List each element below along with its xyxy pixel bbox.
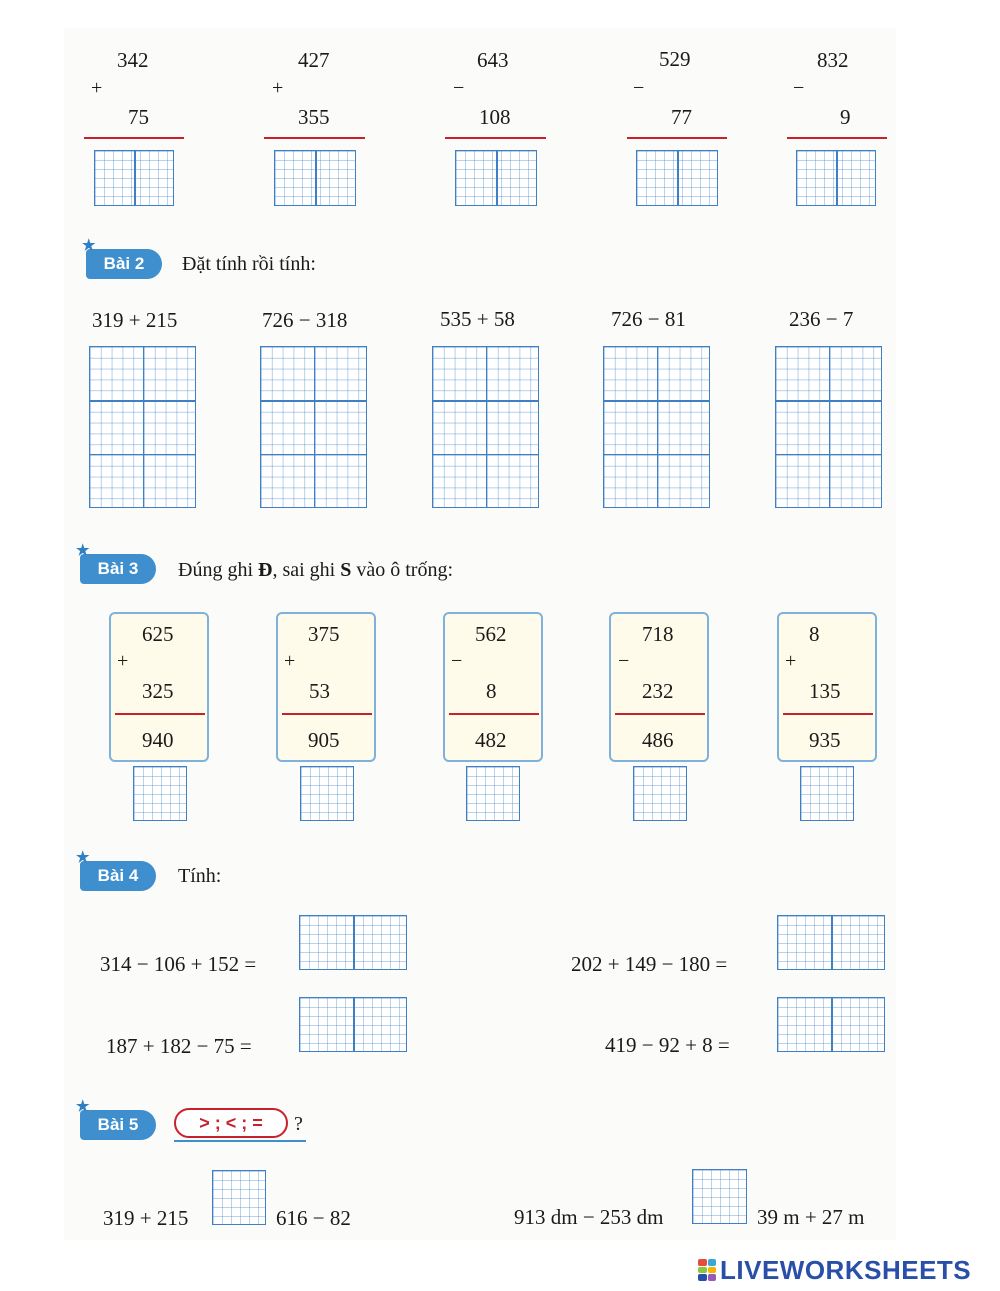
bai3-card-3-bottom: 8 xyxy=(486,679,497,703)
bai1-top-2: 427 xyxy=(298,48,330,72)
bai2-badge xyxy=(82,237,162,279)
star-icon: ★ xyxy=(82,237,96,254)
bai2-work-grid-1[interactable] xyxy=(89,346,196,508)
bai3-card-3-top: 562 xyxy=(475,622,507,646)
bai4-answer-box-1[interactable] xyxy=(299,915,407,970)
bai4-title: Tính: xyxy=(178,865,222,887)
bai2-expression-3: 535 + 58 xyxy=(440,307,515,331)
bai3-card-5-op: + xyxy=(785,650,797,672)
bai4-answer-box-2[interactable] xyxy=(777,915,885,970)
bai1-answer-grid-3[interactable] xyxy=(455,150,537,206)
bai3-title-d: Đ xyxy=(258,559,273,581)
bai2-work-grid-3[interactable] xyxy=(432,346,539,508)
bai1-underline-5 xyxy=(787,137,887,139)
symbols-underline xyxy=(174,1140,306,1142)
bai1-answer-grid-5[interactable] xyxy=(796,150,876,206)
bai4-expression-3: 187 + 182 − 75 = xyxy=(106,1034,252,1058)
bai1-underline-1 xyxy=(84,137,184,139)
bai5-right-expression-b: 39 m + 27 m xyxy=(757,1205,865,1229)
bai4-badge-label: Bài 4 xyxy=(97,866,139,885)
bai1-op-3: − xyxy=(453,77,465,99)
logo-text: LIVEWORKSHEETS xyxy=(720,1254,972,1285)
bai2-work-grid-5[interactable] xyxy=(775,346,882,508)
bai1-answer-grid-4[interactable] xyxy=(636,150,718,206)
bai3-answer-box-4[interactable] xyxy=(633,766,687,821)
bai2-expression-1: 319 + 215 xyxy=(92,308,178,332)
bai3-card-5-top: 8 xyxy=(809,622,820,646)
bai2-badge-label: Bài 2 xyxy=(103,254,145,273)
bai3-card-2-result: 905 xyxy=(308,728,340,752)
bai3-card-5-line xyxy=(783,713,873,715)
bai1-bottom-2: 355 xyxy=(298,105,330,129)
bai3-card-4-result: 486 xyxy=(642,728,674,752)
bai5-left-expression-a: 319 + 215 xyxy=(103,1206,189,1230)
bai4-answer-box-3[interactable] xyxy=(299,997,407,1052)
bai3-card-4-line xyxy=(615,713,705,715)
bai3-card-1-top: 625 xyxy=(142,622,174,646)
bai3-answer-box-1[interactable] xyxy=(133,766,187,821)
bai4-expression-2: 202 + 149 − 180 = xyxy=(571,952,728,976)
liveworksheets-logo xyxy=(698,1254,972,1285)
bai3-card-1-result: 940 xyxy=(142,728,174,752)
bai3-card-3-line xyxy=(449,713,539,715)
bai1-underline-3 xyxy=(445,137,546,139)
bai3-card-5-result: 935 xyxy=(809,728,841,752)
star-icon: ★ xyxy=(76,1098,90,1115)
bai1-underline-2 xyxy=(264,137,365,139)
bai3-title-text: Đúng ghi xyxy=(178,559,258,581)
bai3-title xyxy=(178,558,453,582)
bai3-card-1-op: + xyxy=(117,650,129,672)
bai5-badge-label: Bài 5 xyxy=(97,1115,139,1134)
bai2-expression-4: 726 − 81 xyxy=(611,307,686,331)
bai1-bottom-5: 9 xyxy=(840,105,851,129)
bai3-card-1-bottom: 325 xyxy=(142,679,174,703)
bai4-badge xyxy=(76,849,156,891)
bai3-card-3-op: − xyxy=(451,650,463,672)
bai1-bottom-3: 108 xyxy=(479,105,511,129)
bai3-card-2-bottom: 53 xyxy=(309,679,330,703)
bai3-card-2-op: + xyxy=(284,650,296,672)
bai1-top-3: 643 xyxy=(477,48,509,72)
star-icon: ★ xyxy=(76,542,90,559)
bai5-compare-box-2[interactable] xyxy=(692,1169,747,1224)
bai1-answer-grid-2[interactable] xyxy=(274,150,356,206)
bai1-op-4: − xyxy=(633,77,645,99)
bai1-top-1: 342 xyxy=(117,48,149,72)
bai2-work-grid-2[interactable] xyxy=(260,346,367,508)
bai2-expression-2: 726 − 318 xyxy=(262,308,348,332)
bai3-badge-label: Bài 3 xyxy=(97,559,139,578)
bai1-top-4: 529 xyxy=(659,47,691,71)
bai1-underline-4 xyxy=(627,137,727,139)
bai4-answer-box-4[interactable] xyxy=(777,997,885,1052)
bai3-card-5-bottom: 135 xyxy=(809,679,841,703)
liveworksheets-logo-icon xyxy=(698,1259,716,1281)
bai3-card-4-op: − xyxy=(618,650,630,672)
bai5-question-mark: ? xyxy=(294,1113,303,1135)
comparison-symbols: > ; < ; = xyxy=(174,1108,288,1138)
bai3-badge xyxy=(76,542,156,584)
bai2-work-grid-4[interactable] xyxy=(603,346,710,508)
bai3-card-2-line xyxy=(282,713,372,715)
bai1-op-2: + xyxy=(272,77,284,99)
bai4-expression-4: 419 − 92 + 8 = xyxy=(605,1033,730,1057)
bai2-expression-5: 236 − 7 xyxy=(789,307,854,331)
bai3-card-2-top: 375 xyxy=(308,622,340,646)
bai5-badge xyxy=(76,1098,156,1140)
bai3-card-4-top: 718 xyxy=(642,622,674,646)
bai1-answer-grid-1[interactable] xyxy=(94,150,174,206)
bai3-card-1-line xyxy=(115,713,205,715)
bai2-title: Đặt tính rồi tính: xyxy=(182,253,316,275)
bai3-title-text: , sai ghi xyxy=(272,559,341,581)
bai1-op-1: + xyxy=(91,77,103,99)
bai5-compare-box-1[interactable] xyxy=(212,1170,266,1225)
bai4-expression-1: 314 − 106 + 152 = xyxy=(100,952,257,976)
bai3-card-3-result: 482 xyxy=(475,728,507,752)
bai3-answer-box-5[interactable] xyxy=(800,766,854,821)
bai3-title-text: vào ô trống: xyxy=(351,559,454,581)
star-icon: ★ xyxy=(76,849,90,866)
bai3-card-4-bottom: 232 xyxy=(642,679,674,703)
bai1-bottom-1: 75 xyxy=(128,105,149,129)
bai3-answer-box-2[interactable] xyxy=(300,766,354,821)
bai1-op-5: − xyxy=(793,77,805,99)
bai3-title-s: S xyxy=(340,559,352,581)
bai5-left-expression-b: 616 − 82 xyxy=(276,1206,351,1230)
bai5-right-expression-a: 913 dm − 253 dm xyxy=(514,1205,664,1229)
bai3-answer-box-3[interactable] xyxy=(466,766,520,821)
bai1-top-5: 832 xyxy=(817,48,849,72)
bai1-bottom-4: 77 xyxy=(671,105,692,129)
